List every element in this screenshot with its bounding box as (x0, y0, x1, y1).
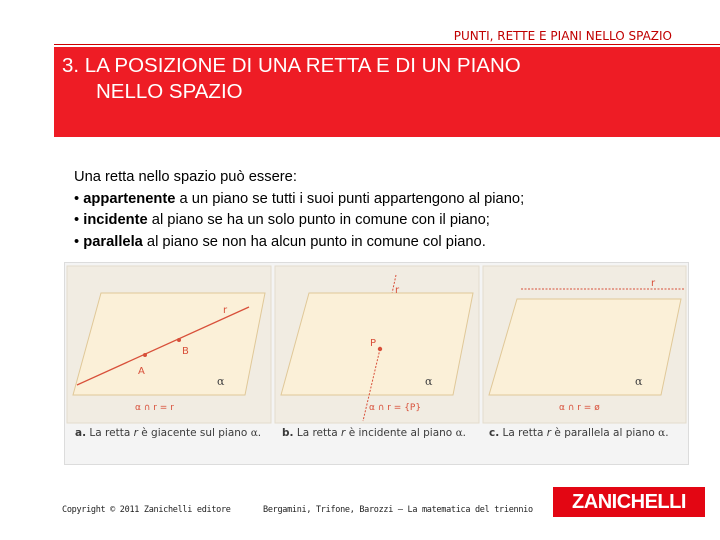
caption-c (489, 427, 669, 439)
term-parallela: parallela (83, 233, 143, 250)
caption-b (282, 427, 466, 439)
footer-copyright: Copyright © 2011 Zanichelli editore (62, 505, 231, 515)
label-alpha-a: α (217, 375, 225, 388)
list-item (74, 189, 524, 211)
caption-text: La retta (499, 427, 547, 439)
caption-letter: a. (75, 427, 87, 439)
plane-alpha-a (73, 293, 265, 395)
caption-end: . (462, 427, 467, 439)
label-alpha-b: α (425, 375, 433, 388)
caption-symbol: α (455, 427, 463, 439)
caption-text: è parallela al piano (551, 427, 659, 439)
caption-end: . (665, 427, 669, 439)
definition-text: al piano se ha un solo punto in comune con il piano; (147, 212, 490, 228)
caption-end: . (257, 427, 262, 439)
list-item (74, 210, 524, 232)
list-item (74, 232, 524, 254)
section-header: PUNTI, RETTE E PIANI NELLO SPAZIO (453, 29, 672, 43)
label-p: P (370, 338, 377, 349)
title-band (54, 47, 720, 137)
bullet: • (74, 190, 84, 207)
intro-lead: Una retta nello spazio può essere: (74, 169, 297, 185)
caption-symbol: α (658, 427, 666, 439)
caption-a (75, 427, 261, 439)
term-incidente: incidente (83, 212, 148, 228)
zanichelli-logo: ZANICHELLI (553, 487, 705, 517)
label-r-c: r (651, 278, 656, 289)
slide-title-line2: NELLO SPAZIO (96, 80, 243, 103)
caption-letter: b. (282, 427, 294, 439)
label-b: B (182, 346, 189, 357)
caption-letter: c. (489, 427, 500, 439)
point-b (177, 338, 181, 342)
plane-alpha-c (489, 299, 681, 395)
header-divider (54, 44, 720, 45)
term-appartenente: appartenente (83, 190, 176, 207)
plane-alpha-b (281, 293, 473, 395)
figure-line-plane-positions (64, 262, 689, 465)
label-r-b: r (395, 285, 400, 296)
caption-text: è giacente sul piano (137, 427, 251, 439)
bullet: • (74, 233, 84, 250)
caption-var: r (341, 427, 346, 439)
point-p (378, 347, 382, 351)
caption-var: r (133, 427, 138, 439)
caption-text: è incidente al piano (345, 427, 456, 439)
definition-text: al piano se non ha alcun punto in comune col piano. (142, 233, 486, 250)
point-a (143, 353, 147, 357)
label-a: A (138, 366, 145, 377)
footer-authors: Bergamini, Trifone, Barozzi – La matematica del triennio (263, 505, 533, 515)
caption-var: r (546, 427, 552, 439)
slide-title-line1: 3. LA POSIZIONE DI UNA RETTA E DI UN PIANO (62, 54, 521, 77)
caption-text: La retta (86, 427, 134, 439)
bullet: • (74, 212, 84, 228)
intro-text (74, 167, 524, 253)
slide-title (62, 53, 682, 105)
relation-a: α ∩ r = r (135, 403, 174, 413)
relation-c: α ∩ r = ø (559, 403, 600, 413)
label-alpha-c: α (635, 375, 643, 388)
caption-text: La retta (293, 427, 342, 439)
relation-b: α ∩ r = {P} (369, 403, 422, 413)
caption-symbol: α (250, 427, 258, 439)
definition-text: a un piano se tutti i suoi punti appartengono al piano; (175, 190, 525, 207)
label-r-a: r (223, 305, 228, 316)
